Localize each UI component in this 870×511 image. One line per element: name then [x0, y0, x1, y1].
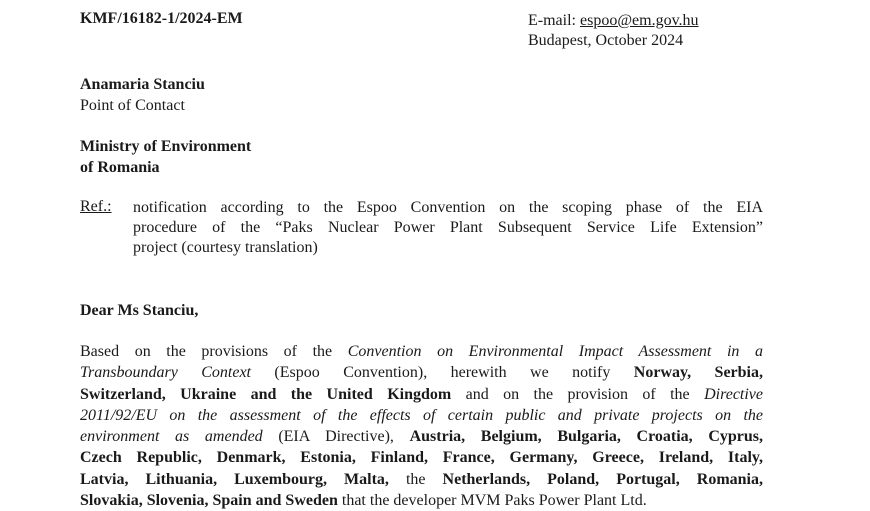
ministry-line-2: of Romania [80, 159, 160, 176]
notified-countries: Switzerland, Ukraine and the United Kingdom [80, 385, 452, 403]
body-text-span: that the developer MVM Paks Power Plant Ltd. [337, 492, 647, 510]
recipient-block [80, 74, 205, 116]
letter-body [80, 341, 763, 511]
sender-contact-block [528, 11, 699, 51]
reference-line: project (courtesy translation) [133, 239, 318, 256]
reference-line: procedure of the “Paks Nuclear Power Plant Subsequent Service Life Extension” [133, 219, 763, 236]
reference-label: Ref.: [80, 198, 112, 215]
notified-countries: Austria, Belgium, Bulgaria, Croatia, Cyprus, [409, 428, 764, 446]
body-line [80, 469, 763, 490]
directive-title: environment as amended [80, 428, 263, 446]
body-line [80, 362, 763, 383]
body-line [80, 447, 763, 468]
notified-countries: Slovakia, Slovenia, Spain and Sweden [80, 492, 338, 510]
body-text-span: the [388, 470, 443, 488]
directive-title: 2011/92/EU on the assessment of the effects of certain public and private projects on the [80, 406, 763, 424]
body-line [80, 384, 763, 405]
recipient-role: Point of Contact [80, 97, 185, 114]
notified-countries: Netherlands, Poland, Portugal, Romania, [442, 470, 764, 488]
directive-title: Directive [704, 385, 764, 403]
body-line [80, 426, 763, 447]
body-text-span: Based on the provisions of the [80, 343, 348, 360]
email-label: E-mail: [528, 12, 576, 29]
body-line [80, 405, 763, 426]
ministry-block [80, 136, 251, 178]
recipient-name: Anamaria Stanciu [80, 76, 205, 93]
convention-title: Transboundary Context [80, 364, 251, 382]
body-line [80, 341, 763, 362]
convention-title: Convention on Environmental Impact Assessment in a [347, 343, 764, 360]
ministry-line-1: Ministry of Environment [80, 138, 252, 155]
place-date: Budapest, October 2024 [528, 32, 684, 49]
email-line [528, 11, 699, 31]
body-text-span: and on the provision of the [451, 385, 705, 403]
body-text-span: (Espoo Convention), herewith we notify [251, 364, 634, 382]
email-link[interactable]: espoo@em.gov.hu [579, 12, 699, 29]
body-text-span: (EIA Directive), [262, 428, 410, 446]
reference-line: notification according to the Espoo Convention on the scoping phase of the EIA [133, 199, 763, 216]
body-line [80, 490, 763, 511]
notified-countries: Norway, Serbia, [633, 364, 764, 382]
salutation: Dear Ms Stanciu, [80, 302, 199, 319]
reference-subject [133, 198, 763, 258]
notified-countries: Czech Republic, Denmark, Estonia, Finland, France, Germany, Greece, Ireland, Italy, [80, 449, 763, 467]
notified-countries: Latvia, Lithuania, Luxembourg, Malta, [80, 470, 389, 488]
reference-number: KMF/16182-1/2024-EM [80, 10, 243, 27]
